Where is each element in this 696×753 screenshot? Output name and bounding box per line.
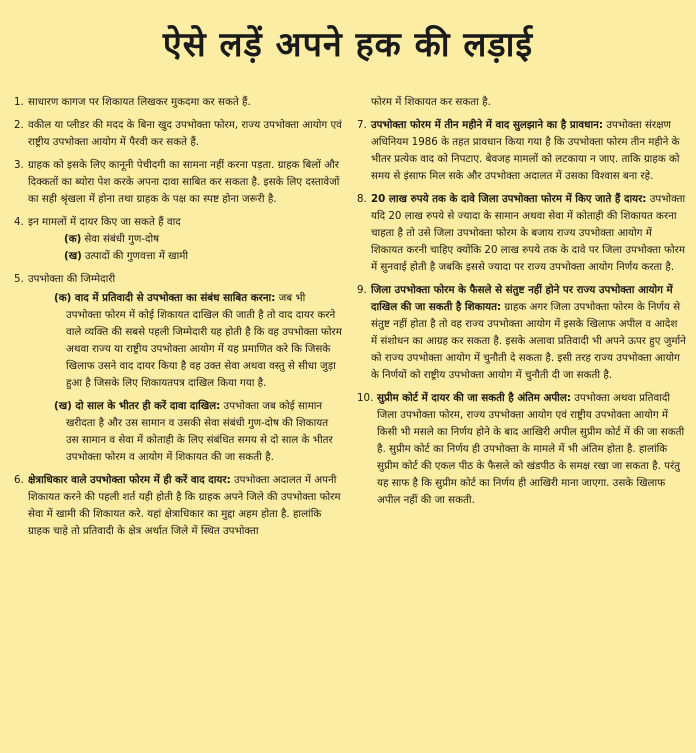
subpoint-b: [28, 248, 343, 265]
point-7: [357, 117, 686, 185]
point-4: [14, 214, 343, 265]
point-number: 9.: [357, 284, 367, 296]
point-text: उपभोक्ता अथवा प्रतिवादी जिला उपभोक्ता फोरम, राज्य उपभोक्ता आयोग एवं राष्ट्रीय उपभोक्ता आयोग में किसी भी मसले का निर्णय होने के बाद आखिरी अपील सुप्रीम कोर्ट में की जा सकती है. सुप्रीम कोर्ट का निर्णय ही उपभोक्ता के मामले में भी अंतिम होता है. हालांकि सुप्रीम कोर्ट की एकल पीठ के फैसले को खंडपीठ के समक्ष रखा जा सकता है. परंतु यह साफ है कि सुप्रीम कोर्ट का निर्णय ही आखिरी माना जाएगा. उसके खिलाफ अपील नहीं की जा सकती.: [377, 392, 685, 506]
point-8: [357, 191, 686, 276]
subpoint-5a: [14, 290, 343, 392]
point-text: ग्राहक को इसके लिए कानूनी पेचीदगी का सामना नहीं करना पड़ता. ग्राहक बिलों और दिक्कतों का ब्योरा पेश करके अपना दावा साबित कर सकता है. इसके लिए दस्तावेजों का सही श्रृंखला में होना तथा ग्राहक के पक्ष का स्पष्ट होना जरूरी है.: [28, 159, 340, 205]
point-number: 6.: [14, 474, 24, 486]
subpoint-5b: [14, 398, 343, 466]
point-2: [14, 117, 343, 151]
point-text: साधारण कागज पर शिकायत लिखकर मुकदमा कर सकते हैं.: [28, 96, 251, 108]
point-1: [14, 94, 343, 111]
point-number: 4.: [14, 216, 24, 228]
point-heading: जिला उपभोक्ता फोरम के फैसले से संतुष्ट नहीं होने पर राज्य उपभोक्ता आयोग में दाखिल की जा सकती है शिकायत:: [371, 284, 673, 313]
point-number: 3.: [14, 159, 24, 171]
point-10: [357, 390, 686, 509]
point-body: [28, 472, 343, 540]
right-column: [357, 94, 686, 546]
point-9: [357, 282, 686, 384]
point-text: उपभोक्ता अदालत में अपनी शिकायत करने की पहली शर्त यही होती है कि ग्राहक अपने जिले की उपभोक्ता फोरम सेवा में खामी की शिकायत करे. यहां क्षेत्राधिकार का मुद्दा अहम होता है. हालांकि ग्राहक चाहे तो प्रतिवादी के क्षेत्र अर्थात जिले में स्थित उपभोक्ता: [28, 474, 341, 537]
subpoint-text: सेवा संबंधी गुण-दोष: [84, 233, 160, 245]
point-text: उपभोक्ता संरक्षण अधिनियम 1986 के तहत प्रावधान किया गया है कि उपभोक्ता फोरम तीन महीने के भीतर प्रत्येक वाद को निपटाए. बेवजह मामलों को लटकाया न जाए. ताकि ग्राहक को समय से इंसाफ मिल सके और उपभोक्ता अदालत में उसका विश्वास बना रहे.: [371, 119, 680, 182]
subpoint-label: (क): [64, 233, 82, 245]
subpoint-text: जब भी उपभोक्ता फोरम में कोई शिकायत दाखिल की जाती है तो वाद दायर करने वाले व्यक्ति की सबसे पहली जिम्मेदारी यह होती है कि वह उपभोक्ता फोरम अथवा राज्य या राष्ट्रीय उपभोक्ता आयोग में यह प्रमाणित करे कि जिसके खिलाफ उसने वाद दायर किया है वह उक्त सेवा अथवा वस्तु से सीधा जुड़ा हुआ है जिसके लिए शिकायतपत्र दाखिल किया गया है.: [66, 292, 342, 389]
point-body: [377, 390, 686, 509]
point-number: 5.: [14, 273, 24, 285]
point-number: 1.: [14, 96, 24, 108]
point-text: उपभोक्ता की जिम्मेदारी: [28, 273, 116, 285]
point-text: वकील या प्लीडर की मदद के बिना खुद उपभोक्ता फोरम, राज्य उपभोक्ता आयोग एवं राष्ट्रीय उपभोक्ता आयोग में पैरवी कर सकते हैं.: [28, 119, 342, 148]
subpoint-text: उपभोक्ता जब कोई सामान खरीदता है और उस सामान व उसकी सेवा संबंधी गुण-दोष की शिकायत उस सामान व सेवा में कोताही के लिए संबंधित समय से दो साल के भीतर उपभोक्ता फोरम व आयोग में शिकायत की जा सकती है.: [66, 400, 333, 463]
point-body: [371, 282, 686, 384]
article-columns: [14, 94, 686, 546]
point-6: [14, 472, 343, 540]
subpoint-heading: (क) वाद में प्रतिवादी से उपभोक्ता का संबंध साबित करना:: [54, 292, 276, 304]
point-body: [371, 191, 686, 276]
continued-text: फोरम में शिकायत कर सकता है.: [371, 96, 491, 108]
point-body: [371, 117, 686, 185]
point-number: 10.: [357, 392, 374, 404]
point-text: ग्राहक अगर जिला उपभोक्ता फोरम के निर्णय से संतुष्ट नहीं होता है तो वह राज्य उपभोक्ता आयोग में इसके खिलाफ अपील व आदेश में संशोधन का आग्रह कर सकता है. इसके अलावा प्रतिवादी भी अपने ऊपर हुए जुर्माने को राज्य उपभोक्ता आयोग में चुनौती दे सकता है. इसी तरह राज्य उपभोक्ता आयोग के निर्णयों को राष्ट्रीय उपभोक्ता आयोग में चुनौती दी जा सकती है.: [371, 301, 686, 381]
point-heading: क्षेत्राधिकार वाले उपभोक्ता फोरम में ही करें वाद दायर:: [28, 474, 231, 486]
subpoint-heading: (ख) दो साल के भीतर ही करें दावा दाखिल:: [54, 400, 221, 412]
point-number: 7.: [357, 119, 367, 131]
point-number: 2.: [14, 119, 24, 131]
point-heading: 20 लाख रुपये तक के दावे जिला उपभोक्ता फोरम में किए जाते हैं दायर:: [371, 193, 647, 205]
point-3: [14, 157, 343, 208]
subpoint-label: (ख): [64, 250, 82, 262]
article-title: ऐसे लड़ें अपने हक की लड़ाई: [162, 25, 534, 65]
subpoint-a: [28, 231, 343, 248]
subpoint-text: उत्पादों की गुणवत्ता में खामी: [84, 250, 189, 262]
point-text: उपभोक्ता यदि 20 लाख रुपये से ज्यादा के सामान अथवा सेवा में कोताही की शिकायत करना चाहता है तो उसे जिला उपभोक्ता फोरम के बजाय राज्य उपभोक्ता आयोग में शिकायत करनी चाहिए क्योंकि 20 लाख रुपये तक के दावे पर जिला उपभोक्ता फोरम में सुनवाई होती है जबकि इससे ज्यादा पर राज्य उपभोक्ता आयोग निर्णय करता है.: [371, 193, 686, 273]
left-column: [14, 94, 343, 546]
point-heading: सुप्रीम कोर्ट में दायर की जा सकती है अंतिम अपील:: [377, 392, 571, 404]
point-text: इन मामलों में दायर किए जा सकते हैं वाद: [28, 216, 181, 228]
point-heading: उपभोक्ता फोरम में तीन महीने में वाद सुलझाने का है प्रावधान:: [371, 119, 603, 131]
point-5: [14, 271, 343, 288]
point-body: [28, 214, 343, 265]
point-number: 8.: [357, 193, 367, 205]
